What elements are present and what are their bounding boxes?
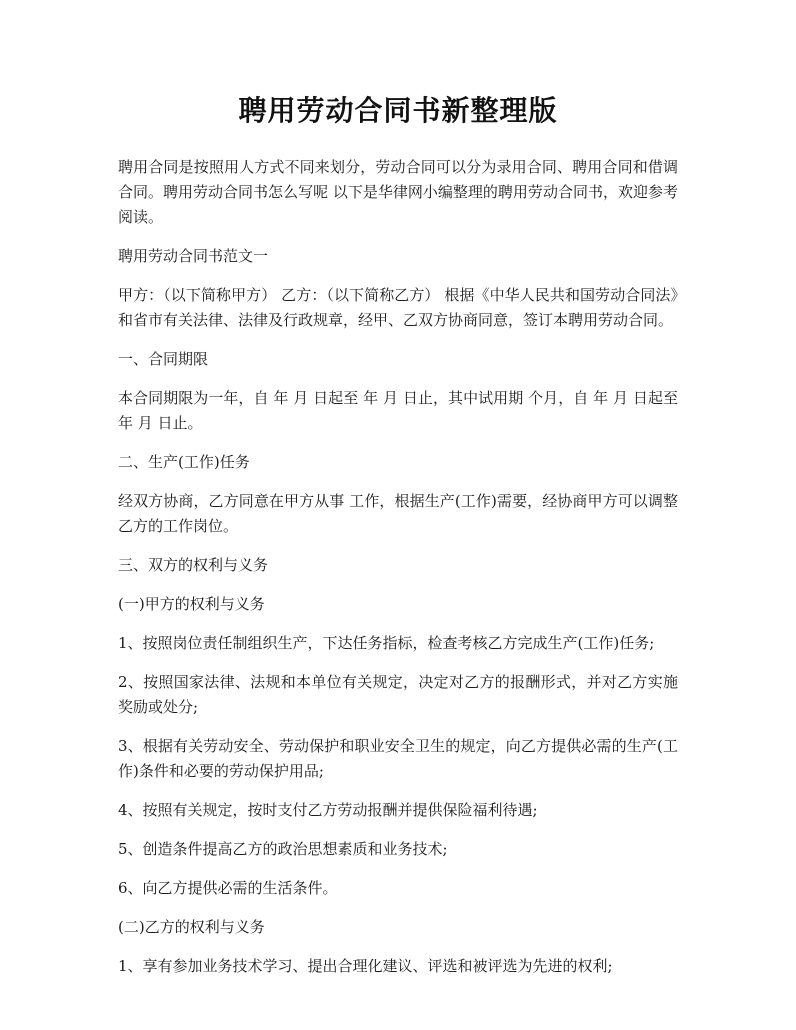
party-a-item-5: 5、创造条件提高乙方的政治思想素质和业务技术; (118, 840, 448, 858)
subsection-heading-party-a: (一)甲方的权利与义务 (118, 595, 265, 613)
section-heading-sample-one: 聘用劳动合同书范文一 (118, 247, 269, 265)
party-a-item-4: 4、按照有关规定，按时支付乙方劳动报酬并提供保险福利待遇; (118, 801, 538, 819)
term-paragraph: 本合同期限为一年，自 年 月 日起至 年 月 日止，其中试用期 个月，自 年 月 日起至 年 月 日止。 (118, 389, 678, 432)
document-title: 聘用劳动合同书新整理版 (238, 94, 558, 127)
intro-paragraph: 聘用合同是按照用人方式不同来划分，劳动合同可以分为录用合同、聘用合同和借调合同。聘用劳动合同书怎么写呢 以下是华律网小编整理的聘用劳动合同书，欢迎参考阅读。 (118, 158, 678, 226)
party-a-item-6: 6、向乙方提供必需的生活条件。 (118, 879, 338, 897)
parties-paragraph: 甲方：（以下简称甲方） 乙方：（以下简称乙方） 根据《中华人民共和国劳动合同法》和省市有关法律、法律及行政规章，经甲、乙双方协商同意，签订本聘用劳动合同。 (118, 286, 678, 329)
section-heading-term: 一、合同期限 (118, 350, 209, 368)
section-heading-task: 二、生产(工作)任务 (118, 453, 250, 471)
task-paragraph: 经双方协商，乙方同意在甲方从事 工作，根据生产(工作)需要，经协商甲方可以调整乙方的工作岗位。 (118, 492, 678, 535)
party-b-item-1: 1、享有参加业务技术学习、提出合理化建议、评选和被评选为先进的权利; (118, 957, 613, 975)
section-heading-rights: 三、双方的权利与义务 (118, 556, 269, 574)
party-a-item-2: 2、按照国家法律、法规和本单位有关规定，决定对乙方的报酬形式，并对乙方实施奖励或处分; (118, 673, 678, 716)
party-a-item-1: 1、按照岗位责任制组织生产，下达任务指标，检查考核乙方完成生产(工作)任务; (118, 634, 655, 652)
party-a-item-3: 3、根据有关劳动安全、劳动保护和职业安全卫生的规定，向乙方提供必需的生产(工作)条件和必要的劳动保护用品; (118, 737, 678, 780)
subsection-heading-party-b: (二)乙方的权利与义务 (118, 918, 265, 936)
